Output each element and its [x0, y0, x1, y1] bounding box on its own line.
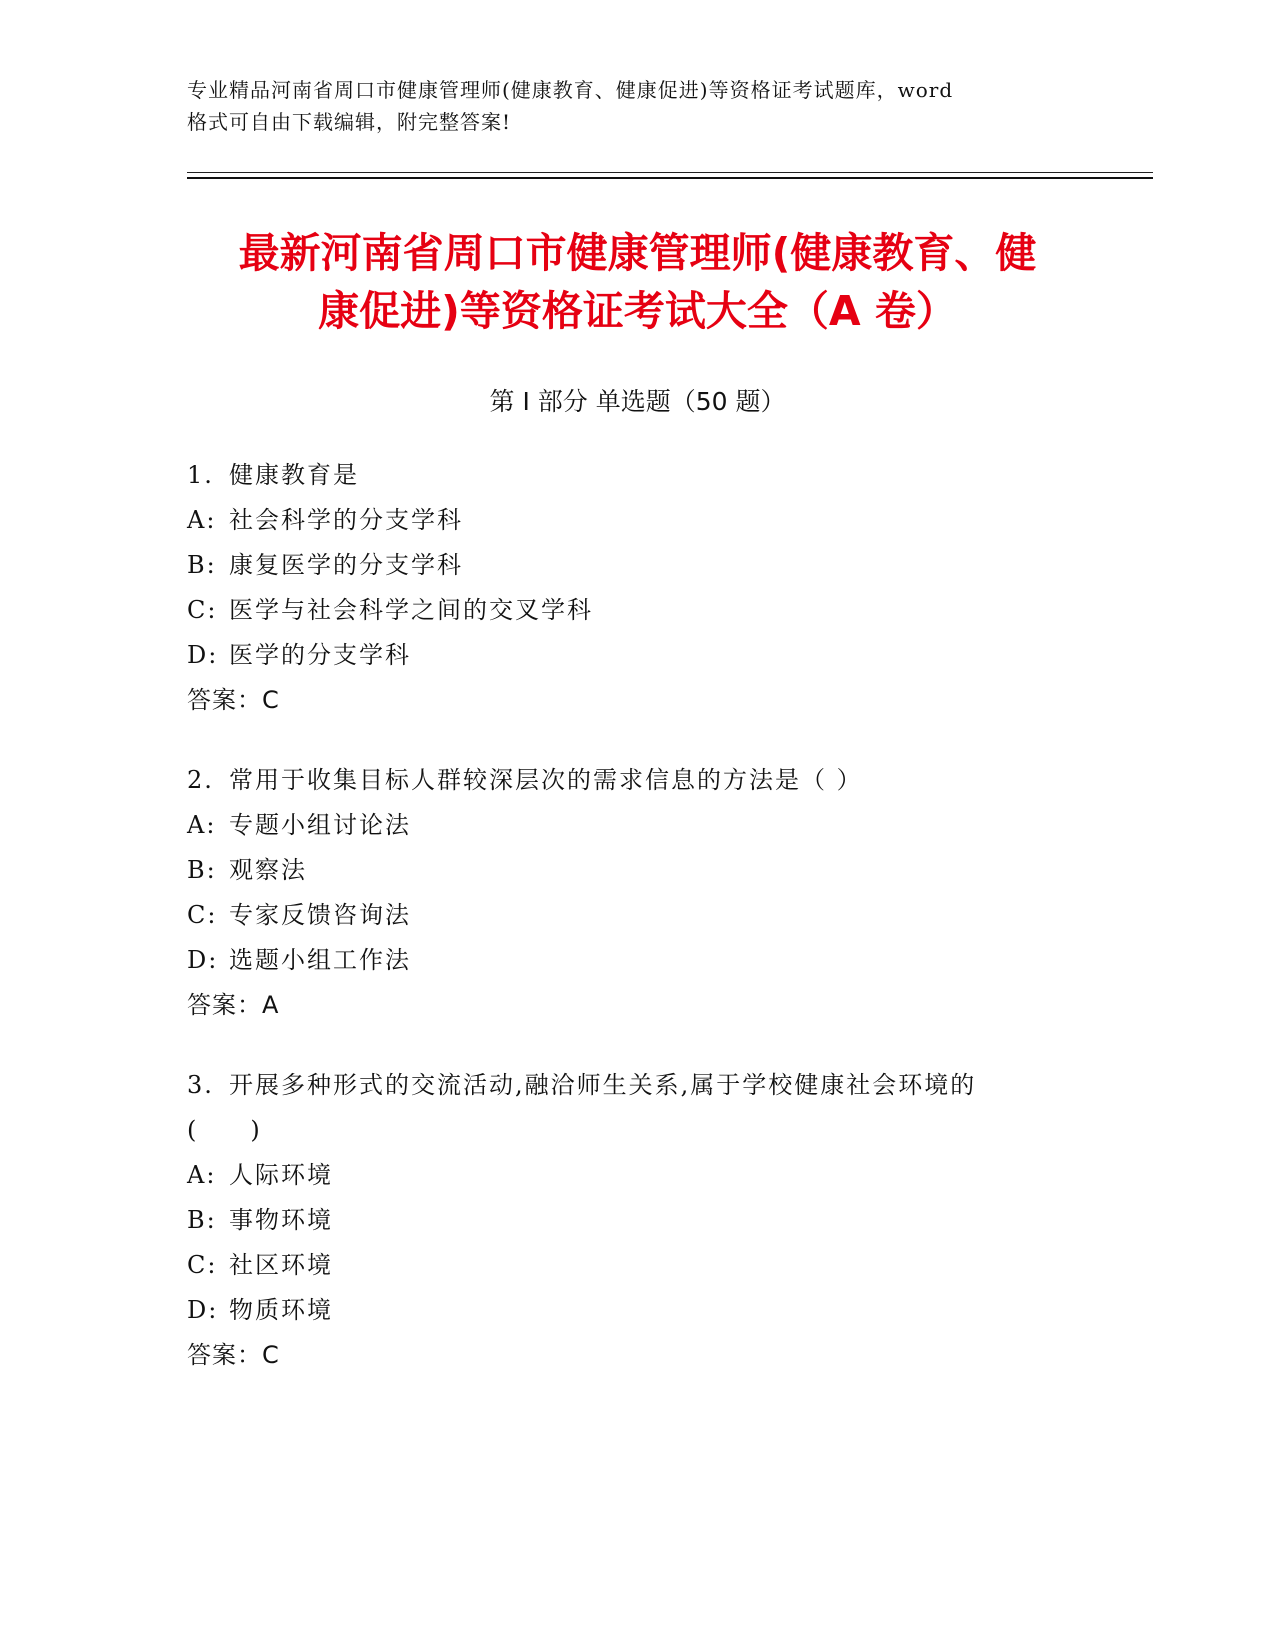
question-text: 健康教育是 [229, 461, 359, 489]
option-letter: A: [187, 811, 217, 839]
option-c [187, 588, 1087, 633]
answer-label: 答案： [187, 991, 262, 1019]
option-text: 社区环境 [229, 1251, 333, 1279]
option-letter: D: [187, 641, 219, 669]
answer-line [187, 983, 1087, 1028]
option-text: 专题小组讨论法 [229, 811, 411, 839]
option-text: 物质环境 [229, 1296, 333, 1324]
option-text: 事物环境 [229, 1206, 333, 1234]
option-d [187, 938, 1087, 983]
option-text: 专家反馈咨询法 [229, 901, 411, 929]
document-title-line-2: 康促进)等资格证考试大全（A 卷） [318, 287, 957, 335]
option-text: 人际环境 [229, 1161, 333, 1189]
option-text: 医学的分支学科 [229, 641, 411, 669]
header-note-line-2: 格式可自由下载编辑，附完整答案! [187, 110, 512, 134]
option-d [187, 633, 1087, 678]
option-b [187, 1198, 1087, 1243]
document-title-line-1: 最新河南省周口市健康管理师(健康教育、健 [238, 229, 1037, 277]
document-title [160, 224, 1115, 340]
option-letter: C: [187, 901, 218, 929]
option-letter: D: [187, 1296, 219, 1324]
header-note-line-1: 专业精品河南省周口市健康管理师(健康教育、健康促进)等资格证考试题库，word [187, 78, 954, 102]
option-text: 医学与社会科学之间的交叉学科 [229, 596, 593, 624]
header-rule-thin [187, 172, 1153, 173]
question-1 [187, 453, 1087, 723]
question-2 [187, 758, 1087, 1028]
option-letter: D: [187, 946, 219, 974]
option-text: 选题小组工作法 [229, 946, 411, 974]
question-stem [187, 758, 1087, 803]
question-stem-continued: ( ) [187, 1116, 262, 1144]
answer-label: 答案： [187, 1341, 262, 1369]
answer-line [187, 678, 1087, 723]
answer-line [187, 1333, 1087, 1378]
question-stem [187, 453, 1087, 498]
option-b [187, 543, 1087, 588]
option-a [187, 498, 1087, 543]
option-text: 观察法 [229, 856, 307, 884]
option-d [187, 1288, 1087, 1333]
question-3 [187, 1063, 1087, 1378]
header-note [187, 74, 1087, 138]
option-letter: B: [187, 856, 217, 884]
answer-value: C [262, 1341, 280, 1369]
question-number: 1. [187, 461, 214, 489]
option-c [187, 893, 1087, 938]
question-text: 常用于收集目标人群较深层次的需求信息的方法是（ ） [229, 766, 863, 794]
option-text: 社会科学的分支学科 [229, 506, 463, 534]
option-b [187, 848, 1087, 893]
question-number: 2. [187, 766, 214, 794]
question-stem [187, 1063, 1087, 1108]
option-letter: C: [187, 596, 218, 624]
option-letter: C: [187, 1251, 218, 1279]
answer-label: 答案： [187, 686, 262, 714]
option-letter: A: [187, 506, 217, 534]
section-title: 第 I 部分 单选题（50 题） [489, 387, 786, 416]
option-a [187, 803, 1087, 848]
option-text: 康复医学的分支学科 [229, 551, 463, 579]
option-c [187, 1243, 1087, 1288]
header-rule-thick [187, 177, 1153, 179]
question-text: 开展多种形式的交流活动,融洽师生关系,属于学校健康社会环境的 [229, 1071, 977, 1099]
option-letter: B: [187, 551, 217, 579]
question-number: 3. [187, 1071, 214, 1099]
answer-value: C [262, 686, 280, 714]
answer-value: A [262, 991, 280, 1019]
option-letter: A: [187, 1161, 217, 1189]
option-letter: B: [187, 1206, 217, 1234]
option-a [187, 1153, 1087, 1198]
